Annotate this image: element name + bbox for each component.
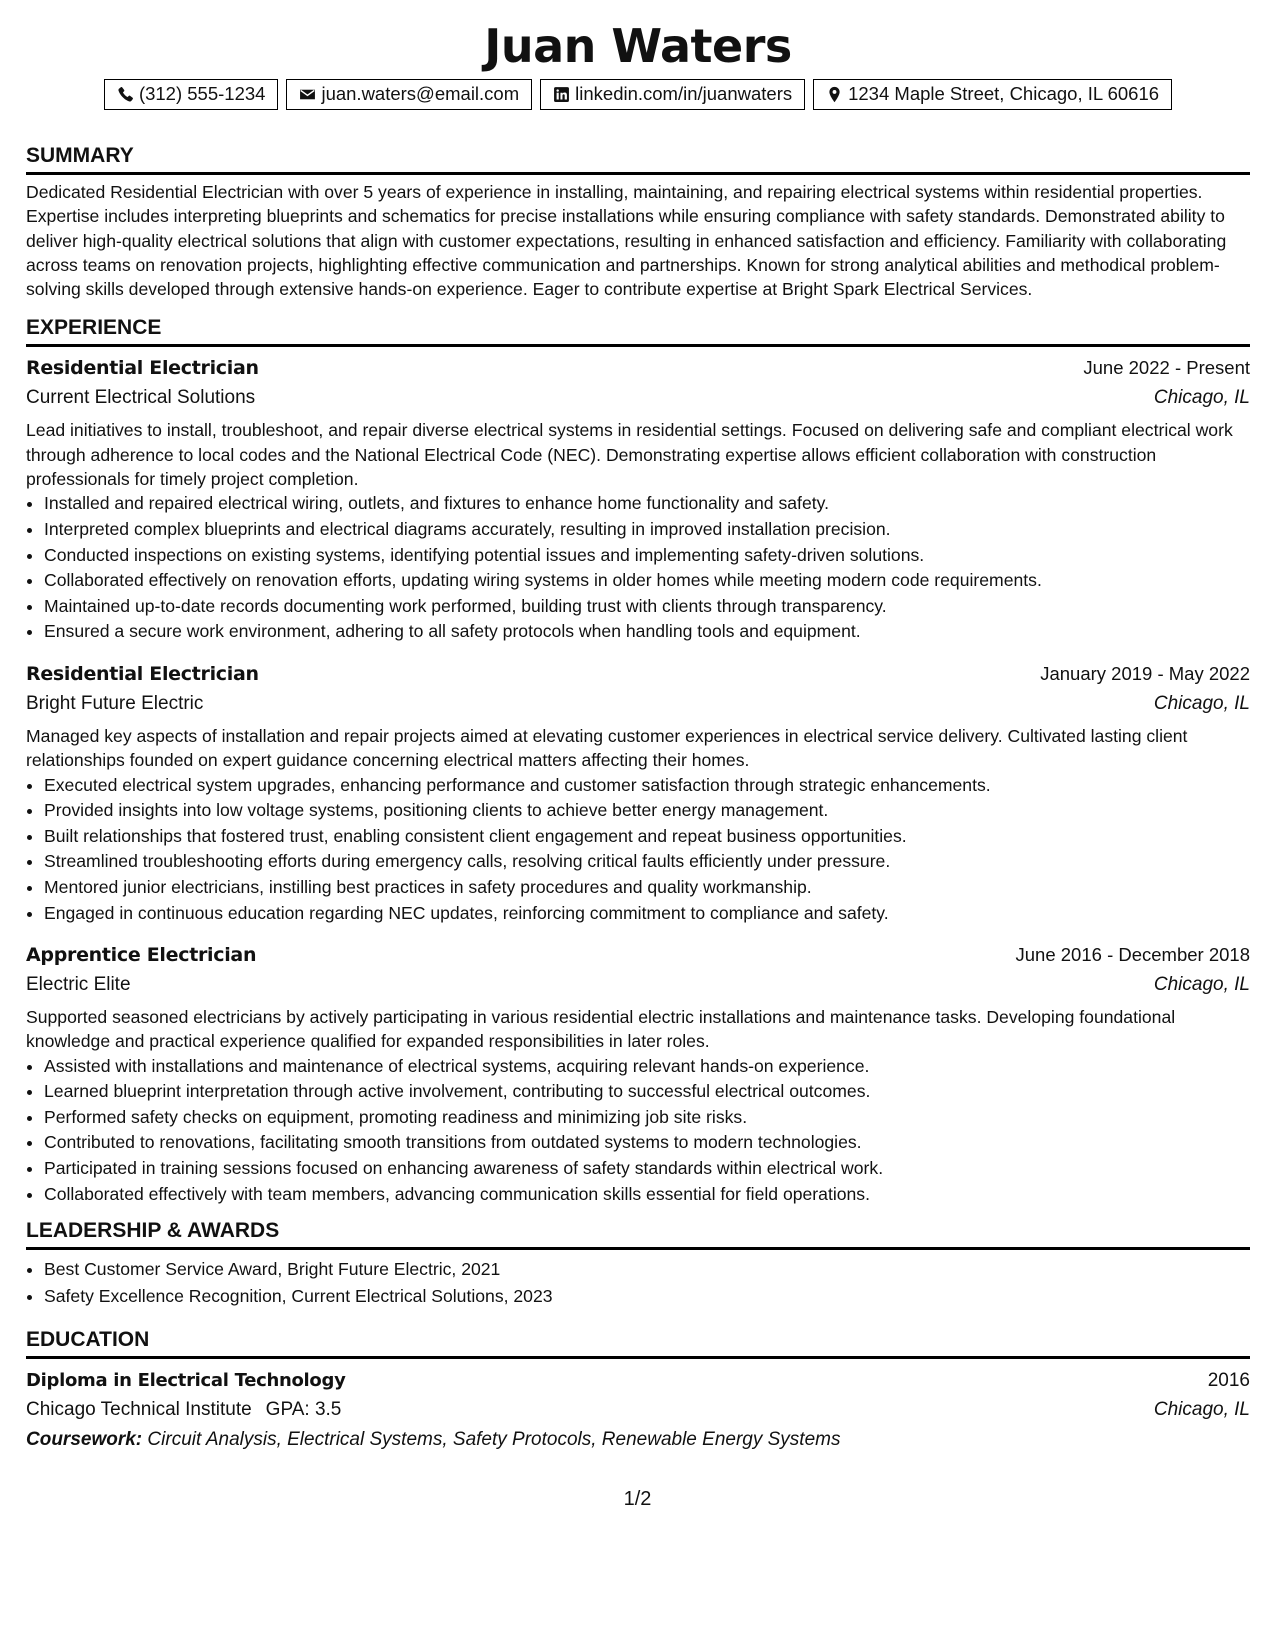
job-description: Managed key aspects of installation and repair projects aimed at elevating customer experiences in electrical service delivery. Cultivated lasting client relationships founded on expert guidance concerning electrical matters affecting their homes.: [26, 725, 1188, 771]
contact-phone[interactable]: [104, 79, 279, 110]
section-title-experience: EXPERIENCE: [26, 315, 1250, 347]
list-item: • Installed and repaired electrical wiring, outlets, and fixtures to enhance home functionality and safety.: [44, 491, 1250, 517]
list-item: • Collaborated effectively on renovation efforts, updating wiring systems in older homes while meeting modern code requirements.: [44, 568, 1250, 594]
summary-text: Dedicated Residential Electrician with over 5 years of experience in installing, maintaining, and repairing electrical systems within residential properties. Expertise includes interpreting blueprints and schematics for precise installations while ensuring compliance with safety standards. Demonstrated ability to deliver high-quality electrical solutions that align with customer expectations, resulting in enhanced satisfaction and efficiency. Familiarity with collaborating across teams on renovation projects, highlighting effective communication and partnerships. Known for strong analytical abilities and methodical problem-solving skills developed through extensive hands-on experience. Eager to contribute expertise at Bright Spark Electrical Services.: [26, 182, 1227, 300]
company-name: Current Electrical Solutions: [26, 387, 256, 409]
section-title-leadership: LEADERSHIP & AWARDS: [26, 1218, 1250, 1250]
leadership-section: [26, 1218, 1250, 1309]
summary-section: [26, 143, 1250, 301]
coursework-list: Circuit Analysis, Electrical Systems, Safety Protocols, Renewable Energy Systems: [147, 1429, 841, 1451]
job-description: Lead initiatives to install, troubleshoot, and repair diverse electrical systems in residential settings. Focused on delivering safe and compliant electrical work through adherence to local codes and the National Electrical Code (NEC). Demonstrating expertise allows efficient collaboration with construction professionals for timely project completion.: [26, 420, 1233, 490]
contact-linkedin[interactable]: [540, 79, 805, 110]
job-entry: [26, 940, 1250, 1207]
job-bullets: [26, 491, 1250, 645]
job-title: Residential Electrician: [26, 357, 259, 380]
company-name: Bright Future Electric: [26, 692, 204, 714]
job-entry: [26, 659, 1250, 926]
education-section: [26, 1327, 1250, 1455]
job-location: Chicago, IL: [1153, 974, 1250, 996]
graduation-year: 2016: [1207, 1370, 1250, 1392]
contact-bar: [26, 79, 1250, 110]
list-item: • Assisted with installations and maintenance of electrical systems, acquiring relevant hands-on experience.: [44, 1054, 1250, 1080]
list-item: • Best Customer Service Award, Bright Future Electric, 2021: [44, 1256, 1250, 1283]
experience-section: [26, 315, 1250, 1207]
phone-icon: [117, 86, 134, 103]
section-title-education: EDUCATION: [26, 1327, 1250, 1359]
job-location: Chicago, IL: [1153, 692, 1250, 714]
list-item: • Mentored junior electricians, instilling best practices in safety procedures and quality workmanship.: [44, 875, 1250, 901]
job-bullets: [26, 1054, 1250, 1208]
job-dates: January 2019 - May 2022: [1040, 662, 1250, 684]
contact-address[interactable]: [813, 79, 1172, 110]
job-dates: June 2016 - December 2018: [1015, 944, 1250, 966]
list-item: • Built relationships that fostered trust, enabling consistent client engagement and repeat business opportunities.: [44, 824, 1250, 850]
list-item: • Provided insights into low voltage systems, positioning clients to achieve better energy management.: [44, 798, 1250, 824]
list-item: • Executed electrical system upgrades, enhancing performance and customer satisfaction through strategic enhancements.: [44, 773, 1250, 799]
job-dates: June 2022 - Present: [1083, 357, 1250, 379]
school-location: Chicago, IL: [1153, 1399, 1250, 1421]
company-name: Electric Elite: [26, 974, 131, 996]
list-item: • Interpreted complex blueprints and electrical diagrams accurately, resulting in improved installation precision.: [44, 517, 1250, 543]
list-item: • Streamlined troubleshooting efforts during emergency calls, resolving critical faults efficiently under pressure.: [44, 849, 1250, 875]
address-text: 1234 Maple Street, Chicago, IL 60616: [848, 83, 1160, 104]
list-item: • Maintained up-to-date records documenting work performed, building trust with clients through transparency.: [44, 594, 1250, 620]
linkedin-icon: [553, 86, 570, 103]
job-location: Chicago, IL: [1153, 387, 1250, 409]
email-text: juan.waters@email.com: [321, 83, 520, 104]
map-marker-icon: [826, 86, 843, 103]
school-name: Chicago Technical Institute: [26, 1399, 252, 1421]
list-item: • Learned blueprint interpretation through active involvement, contributing to successful electrical outcomes.: [44, 1079, 1250, 1105]
list-item: • Participated in training sessions focused on enhancing awareness of safety standards within electrical work.: [44, 1156, 1250, 1182]
job-title: Apprentice Electrician: [26, 944, 257, 967]
education-entry: [26, 1367, 1250, 1455]
resume-page: [26, 18, 1250, 1455]
list-item: • Engaged in continuous education regarding NEC updates, reinforcing commitment to compliance and safety.: [44, 901, 1250, 927]
coursework-line: [26, 1425, 1250, 1455]
job-bullets: [26, 773, 1250, 927]
job-description: Supported seasoned electricians by actively participating in various residential electric installations and maintenance tasks. Developing foundational knowledge and practical experience qualified for expanded responsibilities in later roles.: [26, 1007, 1176, 1052]
job-title: Residential Electrician: [26, 662, 259, 685]
awards-list: [26, 1256, 1250, 1309]
list-item: • Collaborated effectively with team members, advancing communication skills essential for field operations.: [44, 1182, 1250, 1208]
linkedin-text: linkedin.com/in/juanwaters: [575, 83, 793, 104]
list-item: • Conducted inspections on existing systems, identifying potential issues and implementing safety-driven solutions.: [44, 543, 1250, 569]
envelope-icon: [299, 86, 316, 103]
list-item: • Safety Excellence Recognition, Current Electrical Solutions, 2023: [44, 1283, 1250, 1310]
gpa: GPA: 3.5: [265, 1399, 342, 1421]
job-entry: [26, 353, 1250, 644]
section-title-summary: SUMMARY: [26, 143, 1250, 175]
coursework-label: Coursework:: [26, 1429, 143, 1451]
page-number: 1/2: [623, 1488, 652, 1510]
phone-text: (312) 555-1234: [138, 83, 266, 104]
candidate-name: Juan Waters: [484, 19, 792, 73]
list-item: • Ensured a secure work environment, adhering to all safety protocols when handling tools and equipment.: [44, 619, 1250, 645]
degree-name: Diploma in Electrical Technology: [26, 1370, 346, 1392]
list-item: • Contributed to renovations, facilitating smooth transitions from outdated systems to modern technologies.: [44, 1130, 1250, 1156]
contact-email[interactable]: [286, 79, 532, 110]
list-item: • Performed safety checks on equipment, promoting readiness and minimizing job site risks.: [44, 1105, 1250, 1131]
